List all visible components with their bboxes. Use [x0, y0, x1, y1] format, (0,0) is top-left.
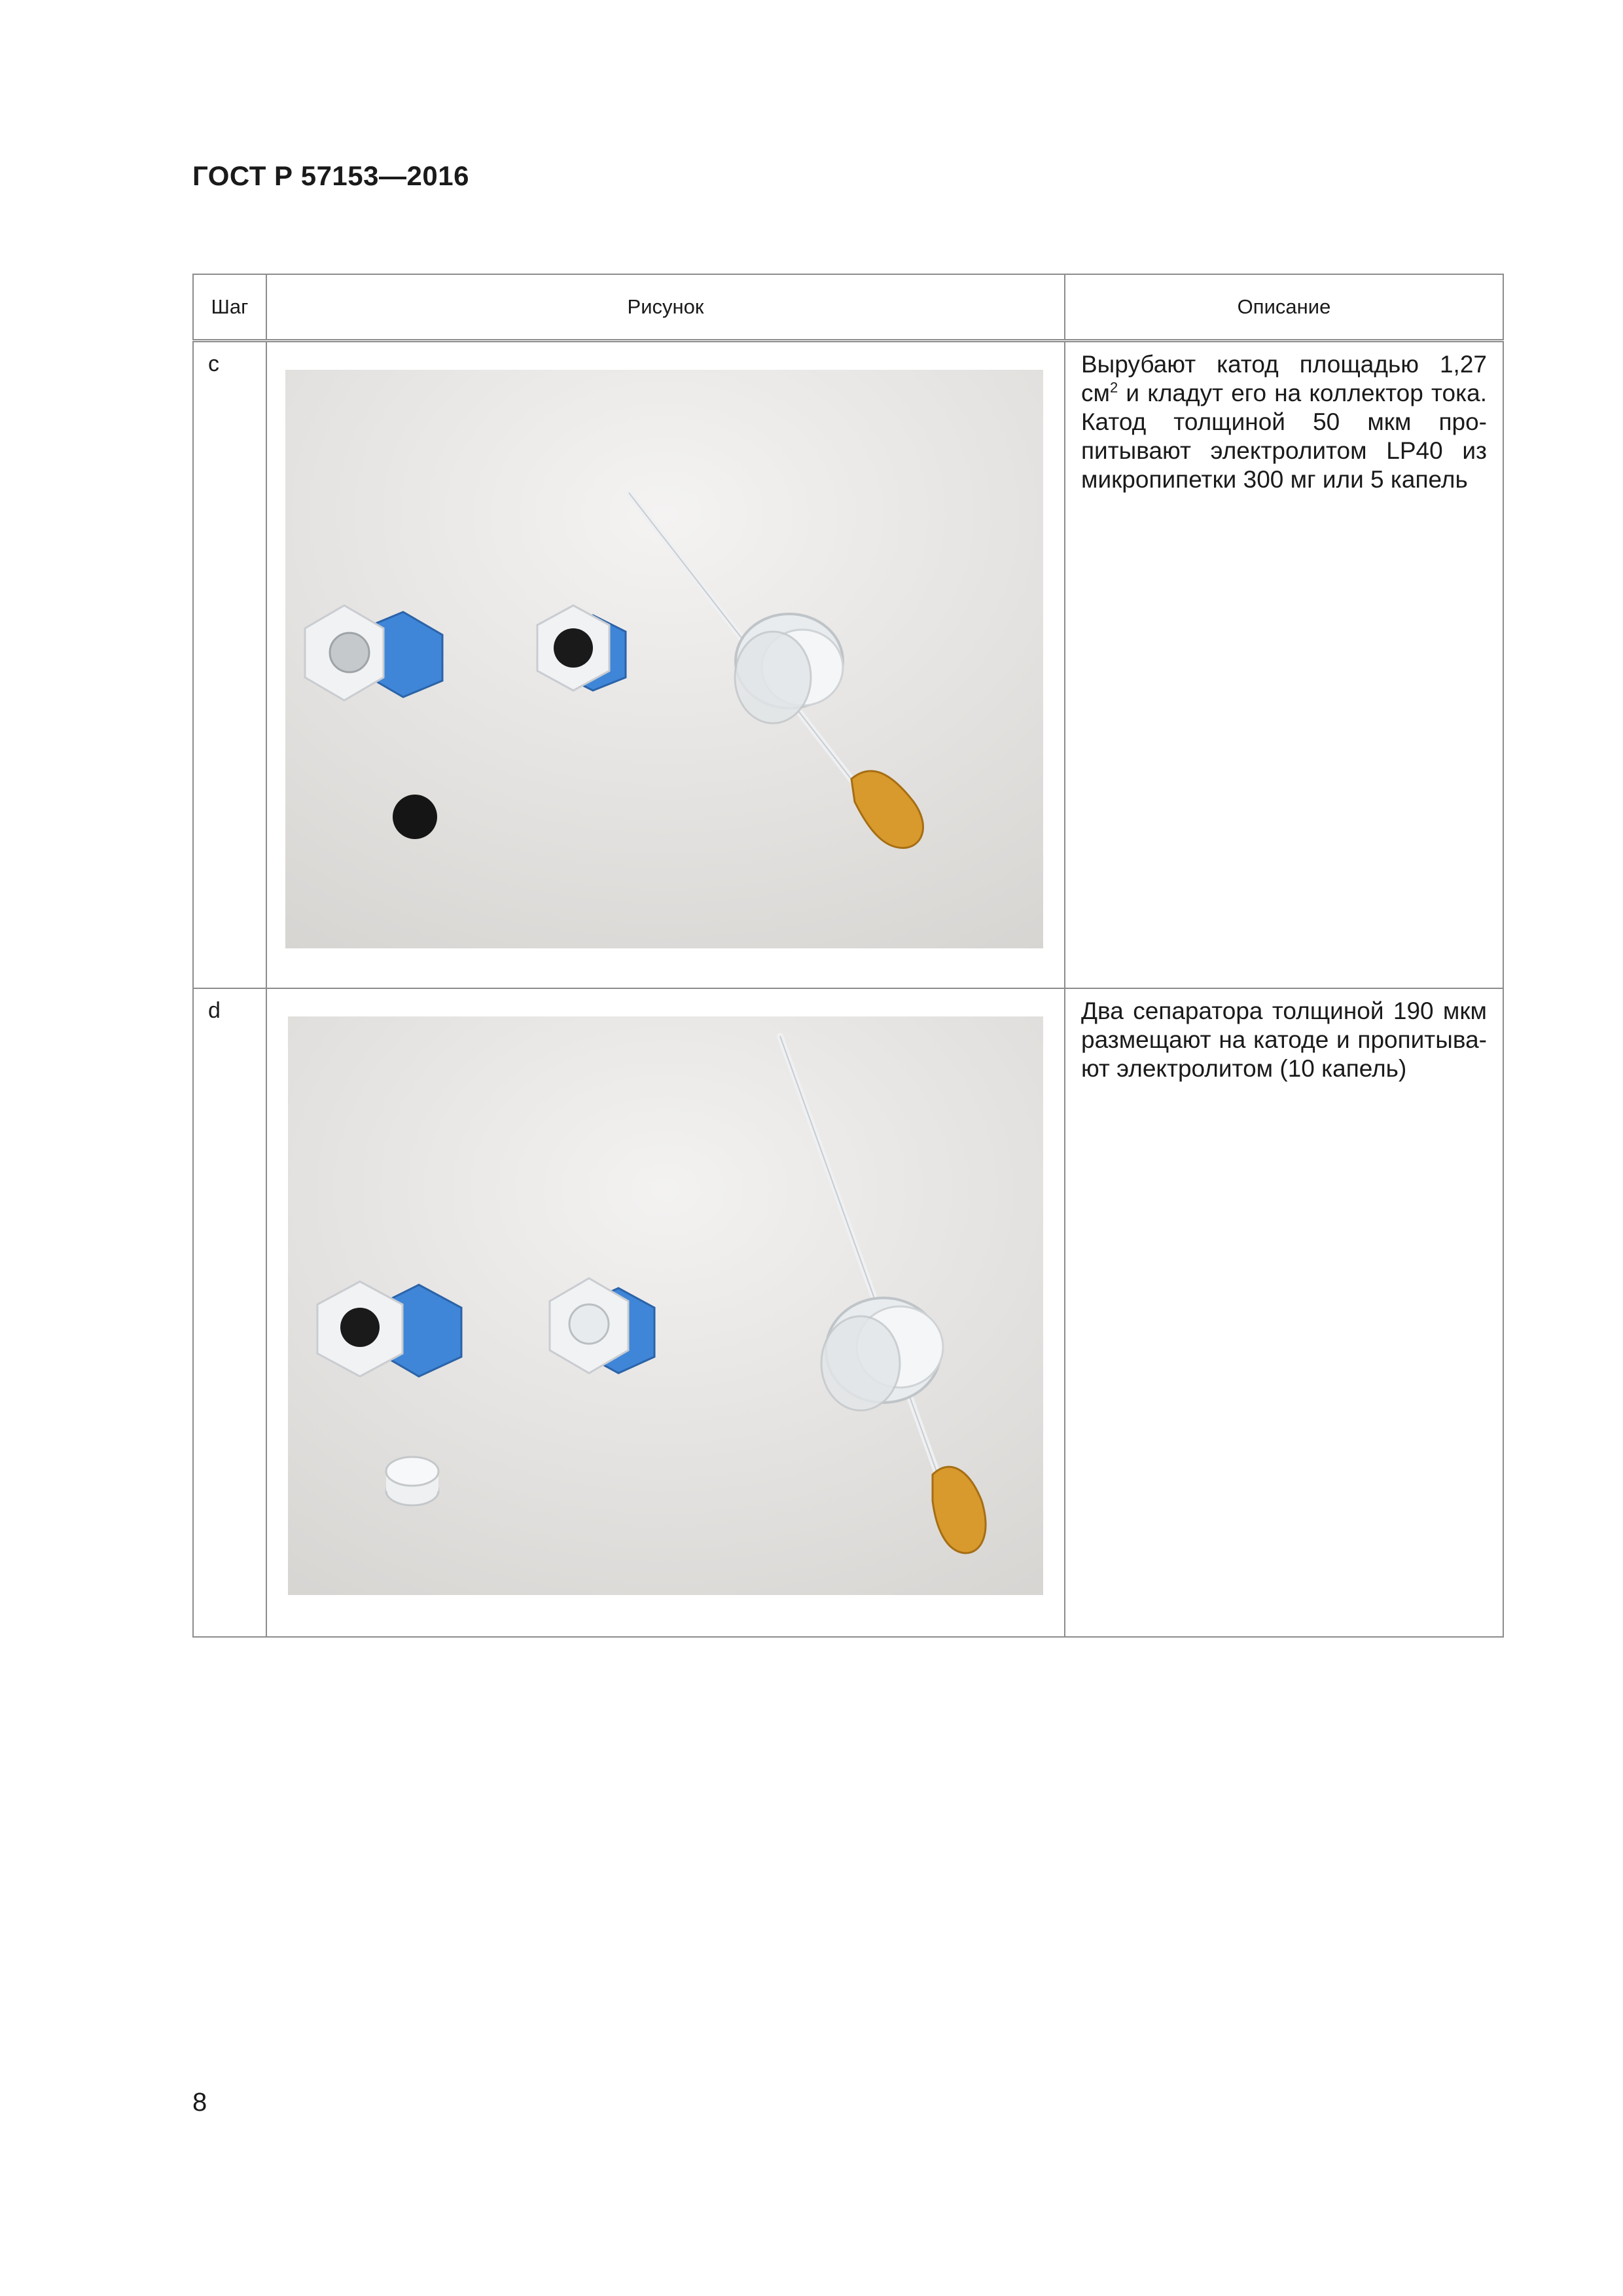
photo-separator-step — [288, 1016, 1043, 1595]
step-label: d — [193, 988, 266, 1637]
description-text: и кладут его на коллектор тока. Катод толщиной 50 мкм пропитывают электролитом LP40 из микропипетки 300 мг или 5 капель — [1081, 380, 1487, 493]
description-text: Два сепаратора толщиной 190 мкм размещают на катоде и пропитывают электролитом (10 капель) — [1081, 997, 1487, 1082]
column-header-step: Шаг — [193, 274, 266, 341]
table-row — [193, 988, 1503, 1637]
page-number: 8 — [192, 2088, 207, 2117]
step-label: c — [193, 341, 266, 989]
column-header-description: Описание — [1065, 274, 1503, 341]
photo-cathode-step — [285, 370, 1043, 948]
table-row — [193, 341, 1503, 989]
description-cell — [1065, 988, 1503, 1637]
column-header-figure: Рисунок — [266, 274, 1065, 341]
procedure-table — [192, 274, 1504, 1638]
figure-cell — [266, 341, 1065, 989]
figure-cell — [266, 988, 1065, 1637]
table-header-row — [193, 274, 1503, 341]
description-cell — [1065, 341, 1503, 989]
superscript: 2 — [1109, 379, 1118, 396]
description-text: Вырубают катод площадью 1,27 см — [1081, 351, 1487, 406]
separator-discs-icon — [386, 1457, 438, 1505]
cathode-disc-icon — [393, 795, 437, 839]
document-title: ГОСТ Р 57153—2016 — [192, 160, 469, 191]
